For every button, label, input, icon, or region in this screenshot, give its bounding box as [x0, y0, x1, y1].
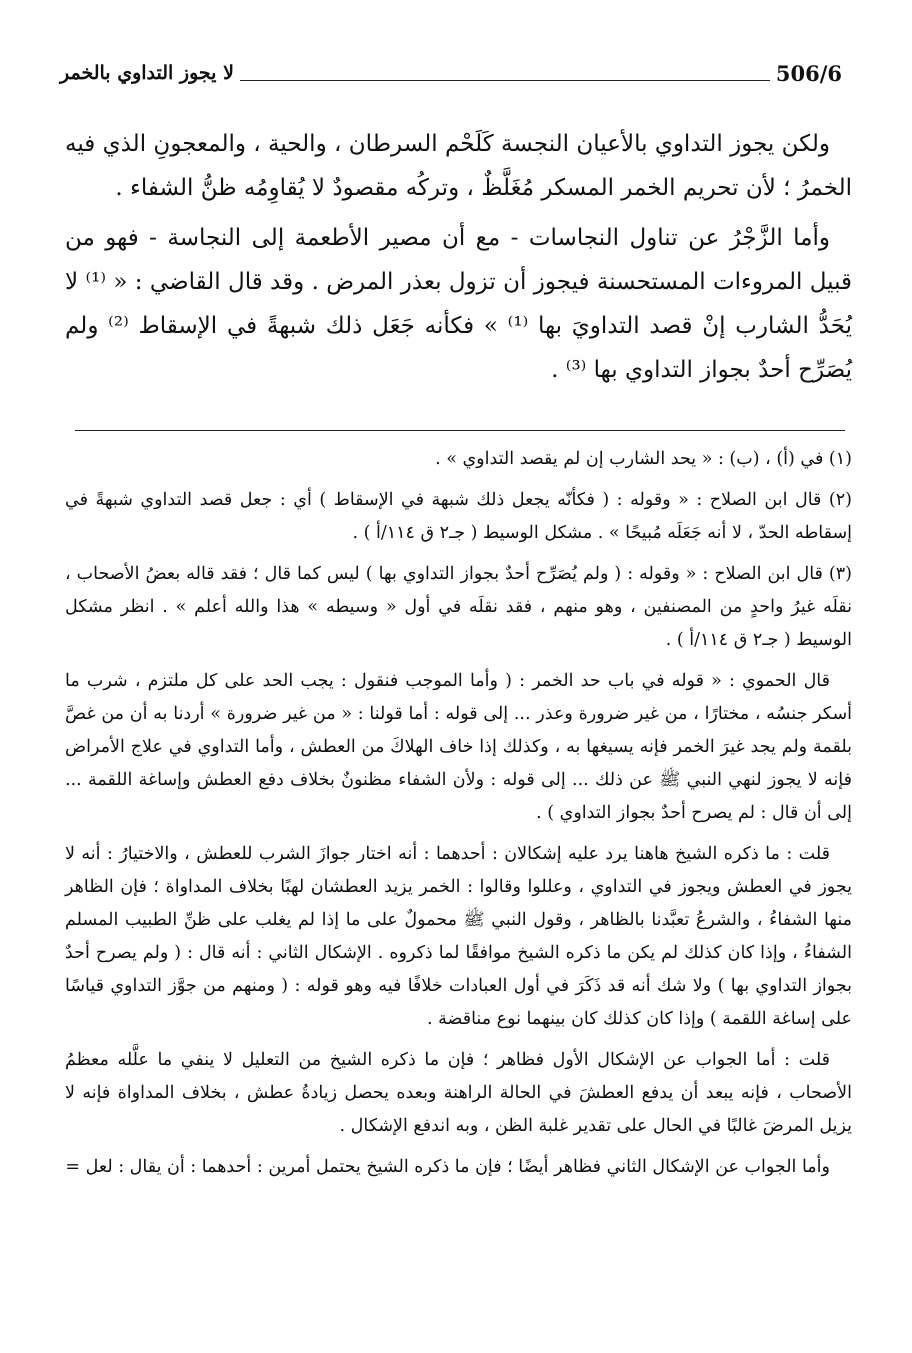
main-paragraph: وأما الزَّجْرُ عن تناول النجاسات - مع أن مصير الأطعمة إلى النجاسة - فهو من قبيل المروءات المستحسنة فيجوز أن تزول بعذر المرض . وقد قال القاضي : « ⁽¹⁾ لا يُحَدُّ الشارب إنْ قصد التداويَ بها ⁽¹⁾ » فكأنه جَعَل ذلك شبهةً في الإسقاط ⁽²⁾ ولم يُصَرِّح أحدٌ بجواز التداوي بها ⁽³⁾ .	[65, 225, 853, 383]
footnote-3: (٣) قال ابن الصلاح : « وقوله : ( ولم يُصَرِّح أحدٌ بجواز التداوي بها ) ليس كما قال ؛ فقد قاله بعضُ الأصحاب ، نقلَه غيرُ واحدٍ من المصنفين ، وهو منهم ، فقد نقلَه في أول « وسيطه » هذا والله أعلم » . انظر مشكل الوسيط ( جـ٢ ق ١١٤/أ ) .	[65, 564, 852, 650]
header-rule	[240, 66, 770, 81]
footnotes	[65, 443, 852, 1192]
running-title: لا يجوز التداوي بالخمر	[60, 62, 234, 84]
page-header	[60, 58, 842, 88]
footnote-separator	[75, 430, 845, 431]
main-text	[65, 122, 852, 398]
footnote-1: (١) في (أ) ، (ب) : « يحد الشارب إن لم يقصد التداوي » .	[435, 449, 852, 469]
commentary-paragraph: وأما الجواب عن الإشكال الثاني فظاهر أيضًا ؛ فإن ما ذكره الشيخ يحتمل أمرين : أحدهما : أن يقال : لعل =	[65, 1157, 830, 1177]
page-number: 506/6	[775, 60, 842, 86]
commentary-paragraph: قال الحموي : « قوله في باب حد الخمر : ( وأما الموجب فنقول : يجب الحد على كل ملتزم ، شرب ما أسكر جنسُه ، مختارًا ، من غير ضرورة وعذر ... إلى قوله : أما قولنا : « من غير ضرورة » أردنا به أن من غصَّ بلقمة ولم يجد غيرَ الخمر فإنه يسيغها به ، وكذلك إذا خاف الهلاكَ من العطش ، وأما التداوي في علاج الأمراض فإنه لا يجوز لنهي النبي ﷺ عن ذلك ... إلى قوله : ولأن الشفاء مظنونٌ بخلاف دفع العطش وإساغة اللقمة ... إلى أن قال : لم يصرح أحدٌ بجواز التداوي ) .	[65, 671, 852, 823]
footnote-2: (٢) قال ابن الصلاح : « وقوله : ( فكأنّه يجعل ذلك شبهة في الإسقاط ) أي : جعل قصد التداوي شبهةً في إسقاطه الحدّ ، لا أنه جَعَلَه مُبيحًا » . مشكل الوسيط ( جـ٢ ق ١١٤/أ ) .	[65, 490, 852, 543]
main-paragraph: ولكن يجوز التداوي بالأعيان النجسة كَلَحْم السرطان ، والحية ، والمعجونِ الذي فيه الخمرُ ؛ لأن تحريم الخمر المسكر مُغَلَّظٌ ، وتركُه مقصودٌ لا يُقاوِمُه ظنُّ الشفاء .	[65, 131, 852, 201]
commentary-paragraph: قلت : ما ذكره الشيخ هاهنا يرد عليه إشكالان : أحدهما : أنه اختار جوازَ الشرب للعطش ، والاختيارُ : أنه لا يجوز في العطش ويجوز في التداوي ، وعللوا وقالوا : الخمر يزيد العطشان لهبًا بخلاف المداواة ؛ فإن الظاهر منها الشفاءُ ، والشرعُ تعبَّدنا بالظاهر ، وقول النبي ﷺ محمولٌ على ما إذا لم يغلب على ظنِّ الطبيب المسلم الشفاءُ ، وإذا كان كذلك لم يكن ما ذكره الشيخ موافقًا لما ذكروه . الإشكال الثاني : أنه قال : ( ولم يصرح أحدٌ بجواز التداوي بها ) ولا شك أنه قد ذَكَرَ في أول العبادات خلافًا فيه وهو قوله : ( ومنهم من جوَّز التداوي قياسًا على إساغة اللقمة ) وإذا كان كذلك كان بينهما نوع مناقضة .	[65, 844, 852, 1029]
commentary-paragraph: قلت : أما الجواب عن الإشكال الأول فظاهر ؛ فإن ما ذكره الشيخ من التعليل لا ينفي ما علَّله معظمُ الأصحاب ، فإنه يبعد أن يدفع العطشَ في الحالة الراهنة وبعده يحصل زيادةُ عطش ، بخلاف المداواة فإنه لا يزيل المرضَ غالبًا في الحال على تقدير غلبة الظن ، وبه اندفع الإشكال .	[65, 1050, 852, 1136]
